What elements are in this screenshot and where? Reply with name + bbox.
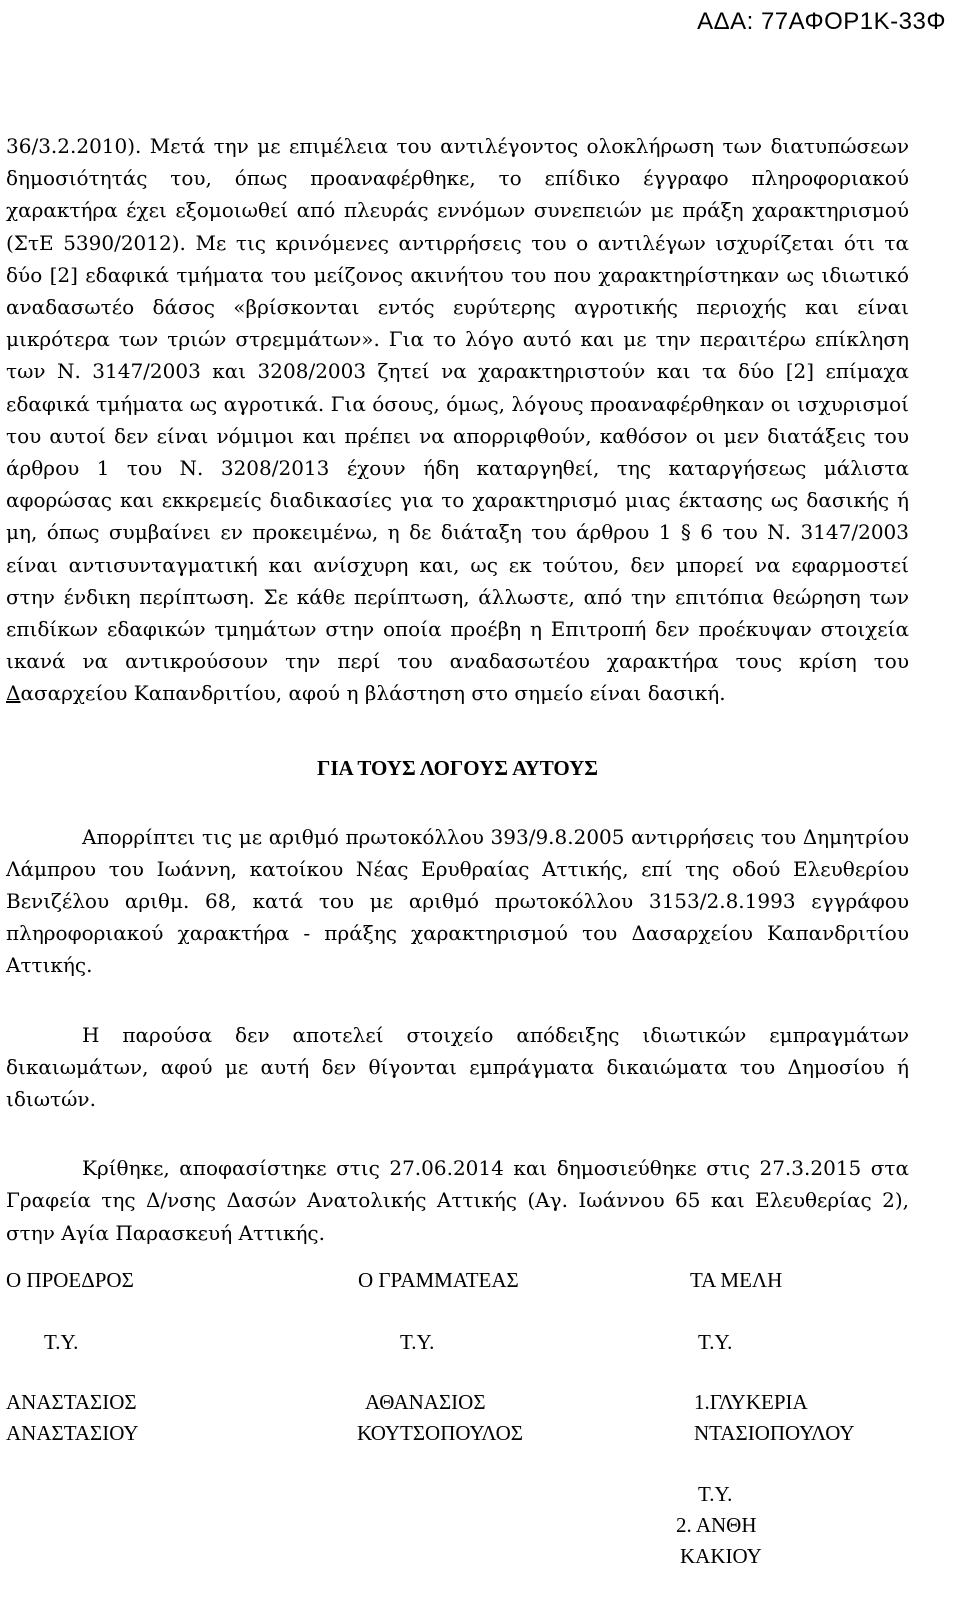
underlined-letter: Δ [6, 681, 21, 706]
judged-paragraph: Κρίθηκε, αποφασίστηκε στις 27.06.2014 και δημοσιεύθηκε στις 27.3.2015 στα Γραφεία της Δ/νσης Δασών Ανατολικής Αττικής (Αγ. Ιωάννου 65 και Ελευθερίας 2), στην Αγία Παρασκευή Αττικής. [6, 1156, 909, 1245]
member1-ty: Τ.Υ. [698, 1330, 733, 1354]
decision-paragraph: Απορρίπτει τις με αριθμό πρωτοκόλλου 393/9.8.2005 αντιρρήσεις του Δημητρίου Λάμπρου του Ιωάννη, κατοίκου Νέας Ερυθραίας Αττικής, επί της οδού Ελευθερίου Βενιζέλου αριθμ. 68, κατά του με αριθμό πρωτοκόλλου 3153/2.8.1993 εγγράφου πληροφοριακού χαρακτήρα - πράξης χαρακτηρισμού του Δασαρχείου Καπανδριτίου Αττικής. [6, 824, 909, 978]
member2-name2: ΚΑΚΙΟΥ [680, 1544, 762, 1568]
president-name2: ΑΝΑΣΤΑΣΙΟΥ [6, 1421, 139, 1445]
section-heading: ΓΙΑ ΤΟΥΣ ΛΟΓΟΥΣ ΑΥΤΟΥΣ [316, 755, 599, 780]
member2-ty: Τ.Υ. [698, 1482, 733, 1506]
member2-name1: 2. ΑΝΘΗ [676, 1513, 757, 1537]
members-title: ΤΑ ΜΕΛΗ [690, 1268, 783, 1292]
document-body [6, 130, 909, 1249]
president-name1: ΑΝΑΣΤΑΣΙΟΣ [6, 1390, 137, 1414]
president-title: Ο ΠΡΟΕΔΡΟΣ [6, 1268, 134, 1292]
member1-name1: 1.ΓΛΥΚΕΡΙΑ [694, 1390, 808, 1414]
secretary-name1: ΑΘΑΝΑΣΙΟΣ [365, 1390, 486, 1414]
member1-name2: ΝΤΑΣΙΟΠΟΥΛΟΥ [694, 1421, 855, 1445]
president-ty: Τ.Υ. [44, 1330, 79, 1354]
secretary-ty: Τ.Υ. [400, 1330, 435, 1354]
reasoning-paragraph [6, 130, 909, 710]
ada-code: ΑΔΑ: 77ΑΦΟΡ1Κ-33Φ [697, 8, 946, 35]
secretary-title: Ο ΓΡΑΜΜΑΤΕΑΣ [358, 1268, 519, 1292]
reasoning-text: 36/3.2.2010). Μετά την με επιμέλεια του αντιλέγοντος ολοκλήρωση των διατυπώσεων δημοσιότητάς του, όπως προαναφέρθηκε, το επίδικο έγγραφο πληροφοριακού χαρακτήρα έχει εξομοιωθεί από πλευράς εννόμων συνεπειών με πράξη χαρακτηρισμού (ΣτΕ 5390/2012). Με τις κρινόμενες αντιρρήσεις του ο αντιλέγων ισχυρίζεται ότι τα δύο [2] εδαφικά τμήματα του μείζονος ακινήτου του που χαρακτηρίστηκαν ως ιδιωτικό αναδασωτέο δάσος «βρίσκονται εντός ευρύτερης αγροτικής περιοχής και είναι μικρότερα των τριών στρεμμάτων». Για το λόγο αυτό και με την περαιτέρω επίκληση των Ν. 3147/2003 και 3208/2003 ζητεί να χαρακτηριστούν και τα δύο [2] επίμαχα εδαφικά τμήματα ως αγροτικά. Για όσους, όμως, λόγους προαναφέρθηκαν οι ισχυρισμοί του αυτοί δεν είναι νόμιμοι και πρέπει να απορριφθούν, καθόσον οι μεν διατάξεις του άρθρου 1 του Ν. 3208/2013 έχουν ήδη καταργηθεί, της καταργήσεως μάλιστα αφορώσας και εκκρεμείς διαδικασίες για το χαρακτηρισμό μιας έκτασης ως δασικής ή μη, όπως συμβαίνει εν προκειμένω, η δε διάταξη του άρθρου 1 § 6 του Ν. 3147/2003 είναι αντισυνταγματική και ανίσχυρη και, ως εκ τούτου, δεν μπορεί να εφαρμοστεί στην ένδικη περίπτωση. Σε κάθε περίπτωση, άλλωστε, από την επιτόπια θεώρηση των επιδίκων εδαφικών τμημάτων στην οποία προέβη η Επιτροπή δεν προέκυψαν στοιχεία ικανά να αντικρούσουν την περί του αναδασωτέου χαρακτήρα τους κρίση του [6, 134, 909, 674]
secretary-name2: ΚΟΥΤΣΟΠΟΥΛΟΣ [357, 1421, 523, 1445]
reasoning-tail: ασαρχείου Καπανδριτίου, αφού η βλάστηση στο σημείο είναι δασική. [20, 681, 726, 706]
note-paragraph: Η παρούσα δεν αποτελεί στοιχείο απόδειξης ιδιωτικών εμπραγμάτων δικαιωμάτων, αφού με αυτή δεν θίγονται εμπράγματα δικαιώματα του Δημοσίου ή ιδιωτών. [6, 1022, 909, 1112]
